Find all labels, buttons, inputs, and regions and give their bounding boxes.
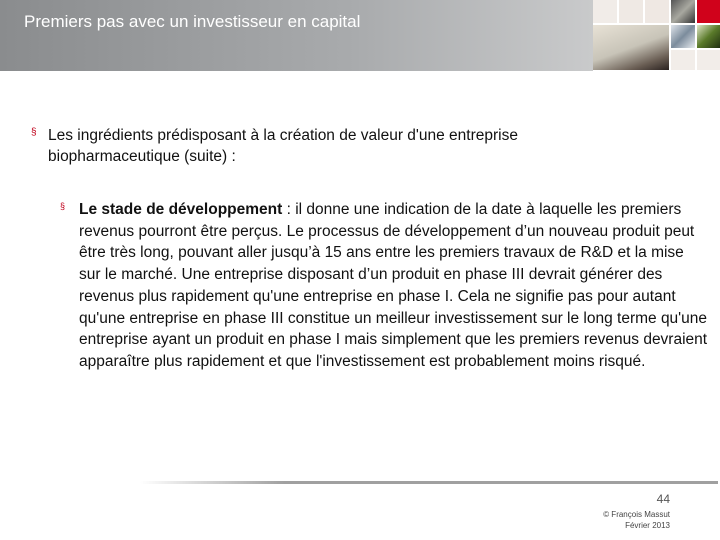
photo-office [593, 25, 669, 70]
bullet-icon: § [60, 201, 66, 211]
date: Février 2013 [625, 521, 670, 530]
bullet-2-body: : il donne une indication de la date à laquelle les premiers revenus pourront être perçus. Le processus de développement d’un nouveau produit peut être très long, pouvant aller jusqu’à 15 ans entre les premiers travaux de R&D et la mise sur le marché. Une entreprise disposant d’un produit en phase III devrait générer des revenus plus rapidement qu'une entreprise en phase I. Cela ne signifie pas pour autant qu'une entreprise en phase III constitue un meilleur investissement sur le long terme qu'une entreprise ayant un produit en phase I mais simplement que les premiers revenus devraient apparaître plus rapidement et que l'investissement est probablement moins risqué. [79, 201, 708, 370]
header-bar [0, 0, 593, 71]
bullet-text-1: Les ingrédients prédisposant à la création de valeur d'une entreprise biopharmaceutique (suite) : [48, 127, 518, 165]
copyright: © François Massut [603, 510, 670, 519]
slide-title: Premiers pas avec un investisseur en capital [24, 12, 361, 31]
bullet-2-title: Le stade de développement [79, 201, 283, 218]
bullet-icon: § [31, 127, 37, 138]
photo-plant [697, 25, 720, 48]
photo-people [671, 0, 695, 23]
footer-credit [603, 509, 670, 531]
footer-divider [140, 481, 718, 484]
bullet-text-2 [79, 199, 709, 373]
page-number: 44 [656, 492, 670, 506]
photo-object [671, 25, 695, 48]
